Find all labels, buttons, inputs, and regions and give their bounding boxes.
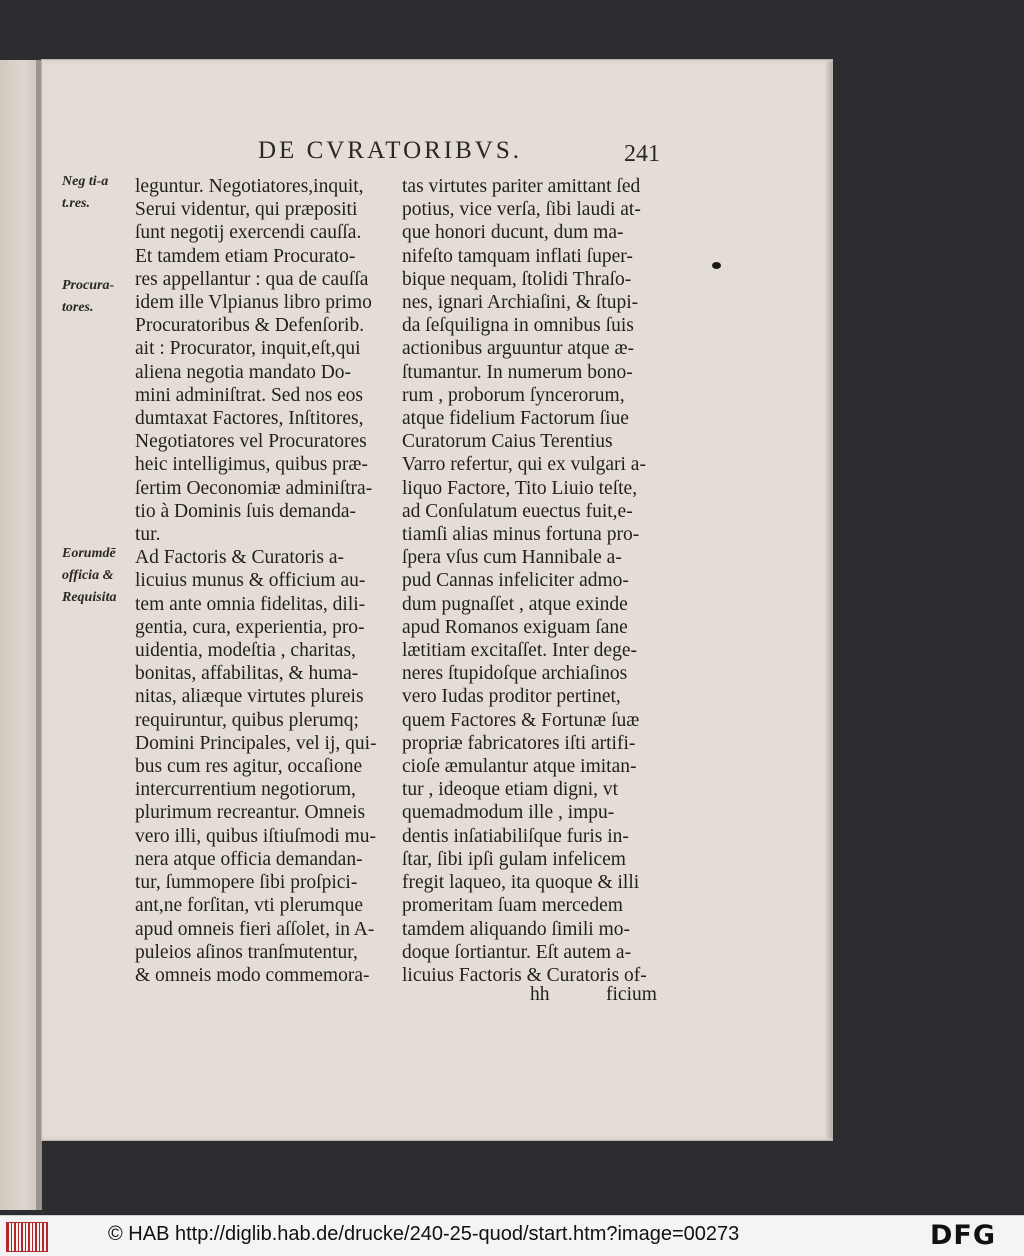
right-column-line: atque fidelium Factorum ſiue — [402, 408, 629, 430]
right-column-line: propriæ fabricatores iſti artifi- — [402, 732, 636, 754]
right-column-line: fregit laqueo, ita quoque & illi — [402, 872, 640, 894]
right-column-line: quemadmodum ille , impu- — [402, 802, 615, 824]
left-column-line: ant,ne forſitan, vti plerumque — [135, 895, 363, 917]
right-column-line: potius, vice verſa, ſibi laudi at- — [402, 199, 641, 221]
left-column-line: tio à Dominis ſuis demanda- — [135, 500, 356, 522]
previous-page-edge — [0, 60, 40, 1210]
right-column-line: actionibus arguuntur atque æ- — [402, 338, 634, 360]
left-column-line: nitas, aliæque virtutes plureis — [135, 686, 364, 708]
left-column-line: vero illi, quibus iſtiuſmodi mu- — [135, 825, 377, 847]
left-column-line: licuius munus & officium au- — [135, 570, 366, 592]
left-column-line: apud omneis fieri aſſolet, in A- — [135, 918, 375, 940]
left-column-line: ſertim Oeconomiæ adminiſtra- — [135, 477, 373, 499]
right-column-line: nifeſto tamquam inflati ſuper- — [402, 245, 633, 267]
right-column-line: vero Iudas proditor pertinet, — [402, 686, 621, 708]
left-column-line: Serui videntur, qui præpositi — [135, 199, 358, 221]
left-column-line: uidentia, modeſtia , charitas, — [135, 640, 356, 662]
right-column-line: nes, ignari Archiaſini, & ſtupi- — [402, 292, 639, 314]
right-column-line: Varro refertur, qui ex vulgari a- — [402, 454, 646, 476]
running-head: DE CVRATORIBVS. — [258, 137, 523, 164]
ink-blot — [712, 262, 721, 269]
left-column-line: gentia, cura, experientia, pro- — [135, 616, 365, 638]
right-column-line: bique nequam, ſtolidi Thraſo- — [402, 268, 632, 290]
left-column-line: Procuratoribus & Defenſorib. — [135, 315, 365, 337]
left-column-line: idem ille Vlpianus libro primo — [135, 292, 372, 314]
catchword: ficium — [606, 984, 657, 1005]
signature-mark: hh — [530, 984, 550, 1005]
right-column-line: cioſe æmulantur atque imitan- — [402, 756, 637, 778]
left-column-line: heic intelligimus, quibus præ- — [135, 454, 368, 476]
left-column-line: nera atque officia demandan- — [135, 848, 363, 870]
right-column-line: ſtar, ſibi ipſi gulam infelicem — [402, 848, 626, 870]
right-column-line: lætitiam excitaſſet. Inter dege- — [402, 640, 637, 662]
left-column-line: tem ante omnia fidelitas, dili- — [135, 593, 366, 615]
right-text-column — [402, 175, 664, 987]
left-column-line: Ad Factoris & Curatoris a- — [135, 547, 345, 569]
left-column-line: plurimum recreantur. Omneis — [135, 802, 366, 824]
left-column-line: tur, ſummopere ſibi proſpici- — [135, 872, 358, 894]
left-column-line: ait : Procurator, inquit,eſt,qui — [135, 338, 361, 360]
right-column-line: tas virtutes pariter amittant ſed — [402, 176, 641, 197]
right-column-line: tur , ideoque etiam digni, vt — [402, 779, 619, 801]
marginal-note-negotiatores: Neg ti-a t.res. — [62, 174, 109, 211]
left-column-line: Negotiatores vel Procuratores — [135, 431, 367, 453]
marginal-note-officia: Eorumdē officia & Requisita — [62, 546, 117, 605]
right-column-line: tamdem aliquando ſimili mo- — [402, 918, 631, 940]
right-column-line: ſtumantur. In numerum bono- — [402, 361, 633, 383]
right-column-line: neres ſtupidoſque archiaſinos — [402, 663, 628, 685]
right-column-line: rum , proborum ſyncerorum, — [402, 384, 625, 406]
right-column-line: ad Conſulatum euectus fuit,e- — [402, 500, 633, 522]
right-column-line: pud Cannas infeliciter admo- — [402, 570, 629, 592]
left-column-line: & omneis modo commemora- — [135, 964, 370, 986]
left-column-line: intercurrentium negotiorum, — [135, 779, 356, 801]
right-column-line: licuius Factoris & Curatoris of- — [402, 964, 647, 986]
left-column-line: puleios aſinos tranſmutentur, — [135, 941, 358, 963]
left-column-line: requiruntur, quibus plerumq; — [135, 709, 359, 731]
right-column-line: dum pugnaſſet , atque exinde — [402, 593, 628, 615]
left-column-line: bus cum res agitur, occaſione — [135, 756, 363, 778]
footer-bar — [0, 1215, 1024, 1256]
right-column-line: apud Romanos exiguam ſane — [402, 616, 628, 638]
right-column-line: Curatorum Caius Terentius — [402, 431, 613, 453]
left-column-line: Domini Principales, vel ij, qui- — [135, 732, 377, 754]
page-number: 241 — [624, 141, 660, 167]
right-column-line: dentis inſatiabiliſque furis in- — [402, 825, 629, 847]
left-column-line: aliena negotia mandato Do- — [135, 361, 352, 383]
left-column-line: tur. — [135, 524, 161, 546]
barcode-icon — [6, 1222, 48, 1252]
left-column-line: bonitas, affabilitas, & huma- — [135, 663, 359, 685]
left-column-line: leguntur. Negotiatores,inquit, — [135, 176, 364, 197]
right-column-line: doque ſortiantur. Eſt autem a- — [402, 941, 632, 963]
left-column-line: mini adminiſtrat. Sed nos eos — [135, 384, 364, 406]
dfg-logo: DFG — [930, 1220, 997, 1251]
right-column-line: tiamſi alias minus fortuna pro- — [402, 524, 640, 546]
left-column-line: Et tamdem etiam Procurato- — [135, 245, 356, 267]
page-fore-edge — [826, 62, 832, 1138]
left-column-line: ſunt negotij exercendi cauſſa. — [135, 222, 362, 244]
right-column-line: liquo Factore, Tito Liuio teſte, — [402, 477, 638, 499]
marginal-note-procuratores: Procura- tores. — [62, 278, 115, 315]
right-column-line: da ſeſquiligna in omnibus ſuis — [402, 315, 634, 337]
left-column-line: res appellantur : qua de cauſſa — [135, 268, 369, 290]
right-column-line: quem Factores & Fortunæ ſuæ — [402, 709, 640, 731]
right-column-line: promeritam ſuam mercedem — [402, 895, 623, 917]
right-column-line: ſpera vſus cum Hannibale a- — [402, 547, 622, 569]
right-column-line: que honori ducunt, dum ma- — [402, 222, 624, 244]
source-credit: © HAB http://diglib.hab.de/drucke/240-25-quod/start.htm?image=00273 — [108, 1223, 740, 1245]
left-text-column — [135, 175, 393, 987]
left-column-line: dumtaxat Factores, Inſtitores, — [135, 408, 364, 430]
